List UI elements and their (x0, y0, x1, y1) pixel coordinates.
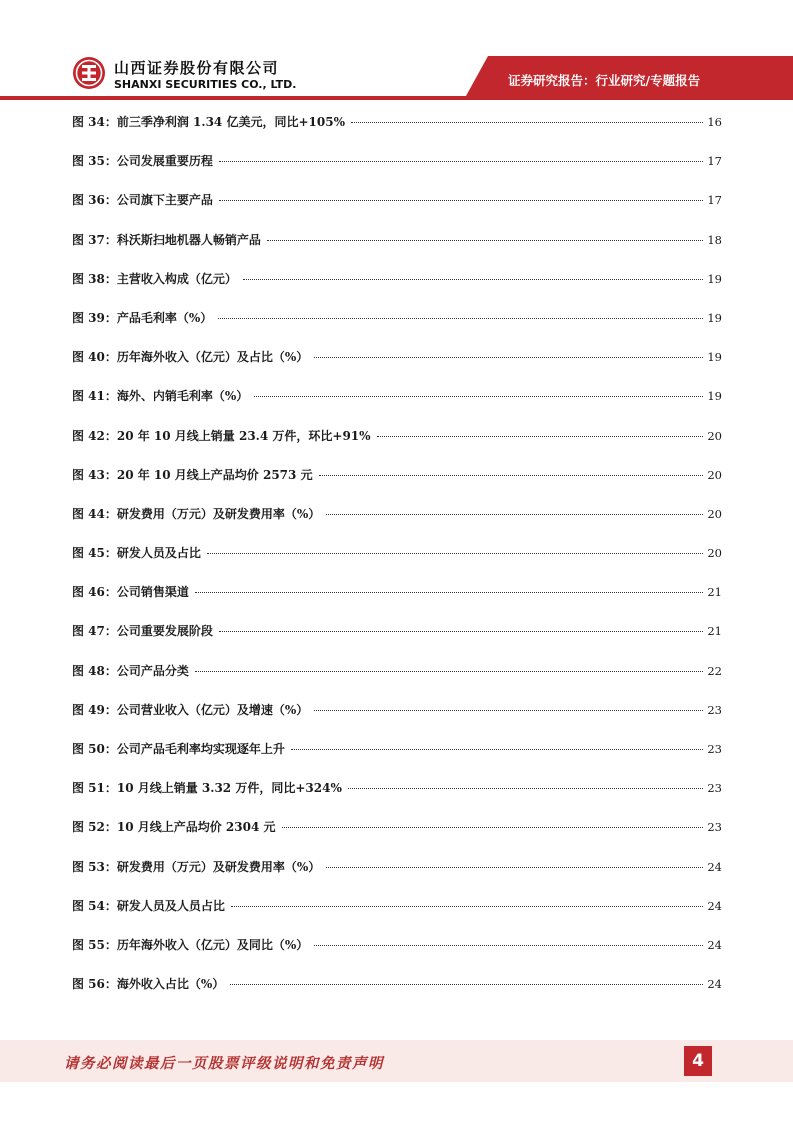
dot-leader (348, 788, 704, 789)
toc-entry[interactable] (72, 113, 722, 152)
toc-entry[interactable] (72, 622, 722, 661)
toc-entry-page: 16 (707, 115, 722, 129)
dot-leader (291, 749, 703, 750)
page-header (0, 0, 793, 104)
page-number: 4 (684, 1046, 712, 1076)
toc-entry-page: 23 (707, 742, 722, 756)
dot-leader (195, 671, 703, 672)
toc-entry-page: 21 (707, 585, 722, 600)
toc-entry-label: 图 44：研发费用（万元）及研发费用率（%） (72, 506, 321, 521)
dot-leader (314, 945, 703, 946)
toc-entry[interactable] (72, 152, 722, 191)
dot-leader (195, 592, 703, 593)
toc-entry-label: 图 37：科沃斯扫地机器人畅销产品 (72, 232, 261, 247)
toc-entry-page: 19 (707, 350, 722, 365)
toc-entry-page: 20 (707, 506, 722, 521)
toc-entry-page: 23 (707, 781, 722, 796)
toc-entry-page: 24 (707, 859, 722, 874)
toc-entry[interactable] (72, 662, 722, 701)
toc-entry-page: 20 (707, 546, 722, 561)
toc-entry-label: 图 36：公司旗下主要产品 (72, 193, 213, 208)
toc-entry[interactable] (72, 270, 722, 309)
dot-leader (219, 631, 703, 632)
toc-entry-label: 图 56：海外收入占比（%） (72, 977, 225, 992)
toc-entry-label: 图 40：历年海外收入（亿元）及占比（%） (72, 350, 309, 365)
dot-leader (319, 475, 704, 476)
toc-entry[interactable] (72, 387, 722, 426)
toc-entry[interactable] (72, 897, 722, 936)
toc-entry[interactable] (72, 779, 722, 818)
page-footer (0, 1040, 793, 1082)
dot-leader (207, 553, 703, 554)
toc-entry-page: 20 (707, 467, 722, 482)
toc-entry[interactable] (72, 975, 722, 1014)
toc-entry-label: 图 51：10 月线上销量 3.32 万件，同比+324% (72, 781, 342, 796)
toc-entry-label: 图 50：公司产品毛利率均实现逐年上升 (72, 742, 285, 756)
toc-entry[interactable] (72, 701, 722, 740)
dot-leader (231, 906, 703, 907)
dot-leader (326, 867, 703, 868)
toc-entry-label: 图 49：公司营业收入（亿元）及增速（%） (72, 702, 309, 717)
toc-entry-label: 图 41：海外、内销毛利率（%） (72, 389, 249, 404)
toc-entry-page: 24 (707, 937, 722, 952)
toc-entry-page: 24 (707, 898, 722, 913)
dot-leader (314, 710, 703, 711)
toc-entry-page: 19 (707, 271, 722, 286)
toc-entry-page: 19 (707, 310, 722, 325)
toc-entry[interactable] (72, 740, 722, 779)
toc-entry-label: 图 43：20 年 10 月线上产品均价 2573 元 (72, 467, 313, 482)
toc-entry-label: 图 54：研发人员及人员占比 (72, 898, 225, 913)
dot-leader (230, 984, 703, 985)
toc-entry[interactable] (72, 505, 722, 544)
toc-entry-label: 图 48：公司产品分类 (72, 663, 189, 678)
dot-leader (351, 122, 703, 123)
dot-leader (267, 240, 703, 241)
toc-entry-page: 18 (707, 232, 722, 247)
dot-leader (243, 279, 703, 280)
toc-entry[interactable] (72, 936, 722, 975)
toc-entry-label: 图 38：主营收入构成（亿元） (72, 271, 237, 286)
toc-entry-label: 图 53：研发费用（万元）及研发费用率（%） (72, 859, 321, 874)
dot-leader (377, 436, 704, 437)
figure-index (72, 113, 722, 1014)
toc-entry-page: 20 (707, 428, 722, 443)
toc-entry[interactable] (72, 309, 722, 348)
toc-entry-label: 图 42：20 年 10 月线上销量 23.4 万件，环比+91% (72, 428, 371, 443)
toc-entry-page: 21 (707, 624, 722, 639)
toc-entry[interactable] (72, 466, 722, 505)
dot-leader (314, 357, 703, 358)
dot-leader (219, 200, 703, 201)
toc-entry[interactable] (72, 191, 722, 230)
toc-entry-label: 图 46：公司销售渠道 (72, 585, 189, 600)
toc-entry[interactable] (72, 818, 722, 857)
toc-entry-label: 图 52：10 月线上产品均价 2304 元 (72, 820, 276, 835)
toc-entry[interactable] (72, 231, 722, 270)
toc-entry-page: 19 (707, 389, 722, 404)
toc-entry-label: 图 35：公司发展重要历程 (72, 154, 213, 169)
dot-leader (254, 396, 703, 397)
dot-leader (326, 514, 703, 515)
toc-entry-label: 图 47：公司重要发展阶段 (72, 624, 213, 639)
disclaimer-text: 请务必阅读最后一页股票评级说明和免责声明 (64, 1055, 384, 1072)
report-type: 证券研究报告：行业研究/专题报告 (508, 73, 701, 88)
dot-leader (282, 827, 704, 828)
toc-entry[interactable] (72, 427, 722, 466)
company-name-cn: 山西证券股份有限公司 (114, 59, 280, 77)
dot-leader (219, 161, 703, 162)
toc-entry-label: 图 55：历年海外收入（亿元）及同比（%） (72, 937, 309, 952)
toc-entry[interactable] (72, 348, 722, 387)
toc-entry-page: 24 (707, 977, 722, 992)
toc-entry[interactable] (72, 858, 722, 897)
toc-entry-label: 图 45：研发人员及占比 (72, 546, 201, 561)
toc-entry-page: 23 (707, 820, 722, 835)
company-name-en: SHANXI SECURITIES CO., LTD. (114, 78, 297, 91)
toc-entry-label: 图 34：前三季净利润 1.34 亿美元，同比+105% (72, 115, 345, 129)
toc-entry-page: 22 (707, 663, 722, 678)
company-logo-icon (72, 56, 106, 90)
toc-entry-page: 17 (707, 193, 722, 208)
toc-entry[interactable] (72, 583, 722, 622)
toc-entry-label: 图 39：产品毛利率（%） (72, 310, 213, 325)
toc-entry[interactable] (72, 544, 722, 583)
toc-entry-page: 17 (707, 154, 722, 169)
dot-leader (218, 318, 703, 319)
toc-entry-page: 23 (707, 702, 722, 717)
